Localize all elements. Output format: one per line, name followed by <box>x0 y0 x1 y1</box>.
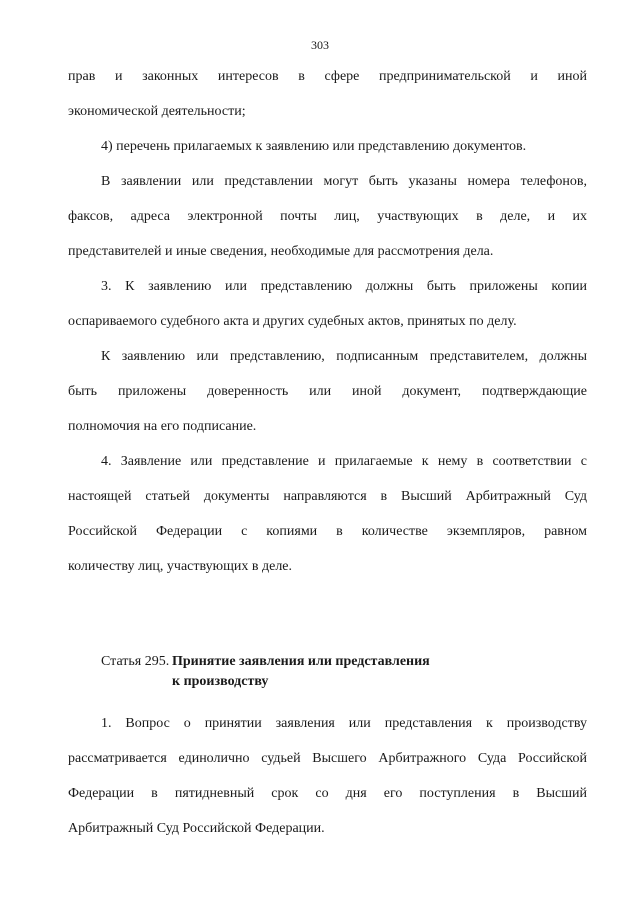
text-line: Федерации в пятидневный срок со дня его поступления в Высший <box>68 786 587 801</box>
section-gap <box>68 692 587 714</box>
text-line: Арбитражный Суд Российской Федерации. <box>68 821 325 836</box>
text-line: К заявлению или представлению, подписанным представителем, должны <box>101 349 587 364</box>
text-line: быть приложены доверенность или иной документ, подтверждающие <box>68 384 587 399</box>
article-title: Принятие заявления или представления <box>172 654 430 669</box>
text-line: 1. Вопрос о принятии заявления или представления к производству <box>101 716 587 731</box>
text-line: 4. Заявление или представление и прилагаемые к нему в соответствии с <box>101 454 587 469</box>
text-line: настоящей статьей документы направляются в Высший Арбитражный Суд <box>68 489 587 504</box>
article-title-continuation: к производству <box>172 674 269 689</box>
page-number: 303 <box>311 38 329 52</box>
text-line: полномочия на его подписание. <box>68 419 257 434</box>
text-line: оспариваемого судебного акта и других судебных актов, принятых по делу. <box>68 314 517 329</box>
text-line: прав и законных интересов в сфере предпринимательской и иной <box>68 69 587 84</box>
text-line: экономической деятельности; <box>68 104 246 119</box>
text-line: 4) перечень прилагаемых к заявлению или представлению документов. <box>101 139 527 154</box>
text-line: факсов, адреса электронной почты лиц, участвующих в деле, и их <box>68 209 587 224</box>
text-line: представителей и иные сведения, необходимые для рассмотрения дела. <box>68 244 494 259</box>
text-line: Российской Федерации с копиями в количестве экземпляров, равном <box>68 524 587 539</box>
text-line: 3. К заявлению или представлению должны быть приложены копии <box>101 279 587 294</box>
text-line: В заявлении или представлении могут быть указаны номера телефонов, <box>101 174 587 189</box>
article-heading <box>68 652 587 672</box>
article-number: Статья 295. <box>101 654 170 669</box>
text-line: количеству лиц, участвующих в деле. <box>68 559 293 574</box>
section-gap <box>68 592 587 652</box>
document-body <box>68 67 587 854</box>
text-line: рассматривается единолично судьей Высшего Арбитражного Суда Российской <box>68 751 587 766</box>
